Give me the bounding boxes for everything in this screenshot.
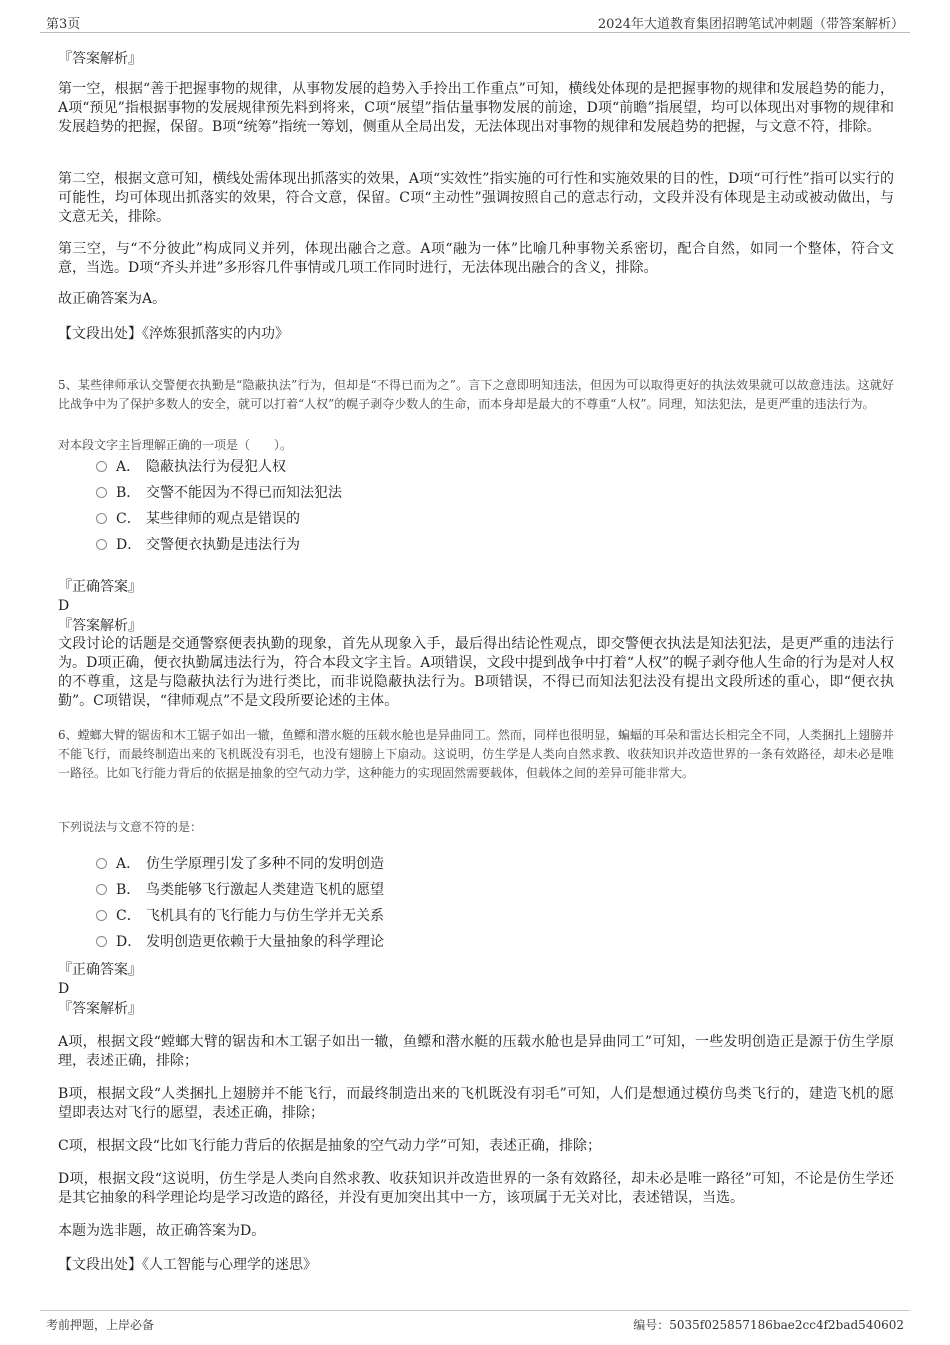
q4-source: 【文段出处】《淬炼狠抓落实的内功》 (58, 326, 289, 342)
q6-para-c: C项，根据文段“比如飞行能力背后的依据是抽象的空气动力学”可知，表述正确，排除； (58, 1138, 602, 1154)
radio-icon[interactable] (96, 513, 107, 524)
q4-conclusion: 故正确答案为A。 (58, 291, 167, 307)
q5-analysis-label: 『答案解析』 (58, 618, 142, 634)
q4-para-2: 第二空，根据文意可知，横线处需体现出抓落实的效果，A项“实效性”指实施的可行性和实施效果的目的性，D项“可行性”指可以实行的可能性，均可体现出抓落实的效果，符合文意，保留。C项“主动性”强调按照自己的意志行动，文段并没有体现是主动或被动做出，与文意无关，排除。 (58, 171, 894, 225)
q5-option-b[interactable]: B． 交警不能因为不得已而知法犯法 (96, 483, 342, 503)
q5-answer-label: 『正确答案』 (58, 579, 142, 595)
q5-question: 对本段文字主旨理解正确的一项是（ ）。 (58, 438, 293, 452)
radio-icon[interactable] (96, 858, 107, 869)
document-title: 2024年大道教育集团招聘笔试冲刺题（带答案解析） (597, 17, 904, 32)
q6-option-a[interactable]: A． 仿生学原理引发了多种不同的发明创造 (96, 854, 384, 874)
document-id: 编号：5035f025857186bae2cc4f2bad540602 (633, 1318, 904, 1332)
radio-icon[interactable] (96, 539, 107, 550)
q6-analysis-label: 『答案解析』 (58, 1001, 142, 1017)
q6-conclusion: 本题为选非题，故正确答案为D。 (58, 1223, 266, 1239)
q5-option-d[interactable]: D． 交警便衣执勤是违法行为 (96, 535, 300, 555)
q4-para-1: 第一空，根据“善于把握事物的规律，从事物发展的趋势入手拎出工作重点”可知，横线处体现的是把握事物的规律和发展趋势的能力，A项“预见”指根据事物的发展规律预先料到将来，C项“展望”指估量事物发展的前途，D项“前瞻”指展望，均可以体现出对事物的规律和发展趋势的把握，保留。B项“统筹”指统一筹划，侧重从全局出发，无法体现出对事物的规律和发展趋势的把握，与文意不符，排除。 (58, 81, 894, 135)
footer-slogan: 考前押题，上岸必备 (46, 1318, 155, 1332)
q4-para-3: 第三空，与“不分彼此”构成同义并列，体现出融合之意。A项“融为一体”比喻几种事物关系密切，配合自然，如同一个整体，符合文意，当选。D项“齐头并进”多形容几件事情或几项工作同时进行，无法体现出融合的含义，排除。 (58, 241, 894, 276)
q5-option-a[interactable]: A． 隐蔽执法行为侵犯人权 (96, 457, 286, 477)
q6-source: 【文段出处】《人工智能与心理学的迷思》 (58, 1257, 317, 1273)
radio-icon[interactable] (96, 461, 107, 472)
q6-option-c[interactable]: C． 飞机具有的飞行能力与仿生学并无关系 (96, 906, 384, 926)
page-number: 第3页 (46, 17, 81, 32)
radio-icon[interactable] (96, 936, 107, 947)
q5-analysis: 文段讨论的话题是交通警察便表执勤的现象，首先从现象入手，最后得出结论性观点，即交警便衣执法是知法犯法，是更严重的违法行为。D项正确，便衣执勤属违法行为，符合本段文字主旨。A项错误，文段中提到战争中打着“人权”的幌子剥夺他人生命的行为是对人权的不尊重，这是与隐蔽执法行为进行类比，而非说隐蔽执法行为。B项错误，不得已而知法犯法没有提出文段所述的重心，即“便衣执勤”。C项错误，“律师观点”不是文段所要论述的主体。 (58, 636, 894, 709)
q4-analysis-label: 『答案解析』 (58, 51, 142, 67)
q5-stem: 5、某些律师承认交警便衣执勤是“隐蔽执法”行为，但却是“不得已而为之”。言下之意即明知违法，但因为可以取得更好的执法效果就可以故意违法。这就好比战争中为了保护多数人的安全，就可以打着“人权”的幌子剥夺少数人的生命，而本身却是最大的不尊重“人权”。同理，知法犯法，是更严重的违法行为。 (58, 378, 894, 411)
q6-para-a: A项，根据文段“螳螂大臂的锯齿和木工锯子如出一辙，鱼鳔和潜水艇的压载水舱也是异曲同工”可知，一些发明创造正是源于仿生学原理，表述正确，排除； (58, 1034, 894, 1069)
page-header (40, 10, 910, 33)
q6-answer-label: 『正确答案』 (58, 962, 142, 978)
q6-para-d: D项，根据文段“这说明，仿生学是人类向自然求教、收获知识并改造世界的一条有效路径，却未必是唯一路径”可知，不论是仿生学还是其它抽象的科学理论均是学习改造的路径，并没有更加突出其中一方，该项属于无关对比，表述错误，当选。 (58, 1171, 894, 1206)
radio-icon[interactable] (96, 910, 107, 921)
q6-option-b[interactable]: B． 鸟类能够飞行激起人类建造飞机的愿望 (96, 880, 384, 900)
radio-icon[interactable] (96, 884, 107, 895)
q6-question: 下列说法与文意不符的是： (58, 820, 203, 834)
q6-stem: 6、螳螂大臂的锯齿和木工锯子如出一辙，鱼鳔和潜水艇的压载水舱也是异曲同工。然而，同样也很明显，蝙蝠的耳朵和雷达长相完全不同，人类捆扎上翅膀并不能飞行，而最终制造出来的飞机既没有羽毛，也没有翅膀上下扇动。这说明，仿生学是人类向自然求教、收获知识并改造世界的一条有效路径，却未必是唯一路径。比如飞行能力背后的依据是抽象的空气动力学，这种能力的实现固然需要载体，但载体之间的差异可能非常大。 (58, 728, 894, 780)
q6-option-d[interactable]: D． 发明创造更依赖于大量抽象的科学理论 (96, 932, 384, 952)
q5-answer: D (58, 598, 70, 614)
q5-option-c[interactable]: C． 某些律师的观点是错误的 (96, 509, 300, 529)
radio-icon[interactable] (96, 487, 107, 498)
page-footer (40, 1310, 910, 1335)
q6-answer: D (58, 981, 70, 997)
q6-para-b: B项，根据文段“人类捆扎上翅膀并不能飞行，而最终制造出来的飞机既没有羽毛”可知，人们是想通过模仿鸟类飞行的，建造飞机的愿望即表达对飞行的愿望，表述正确，排除； (58, 1086, 894, 1121)
